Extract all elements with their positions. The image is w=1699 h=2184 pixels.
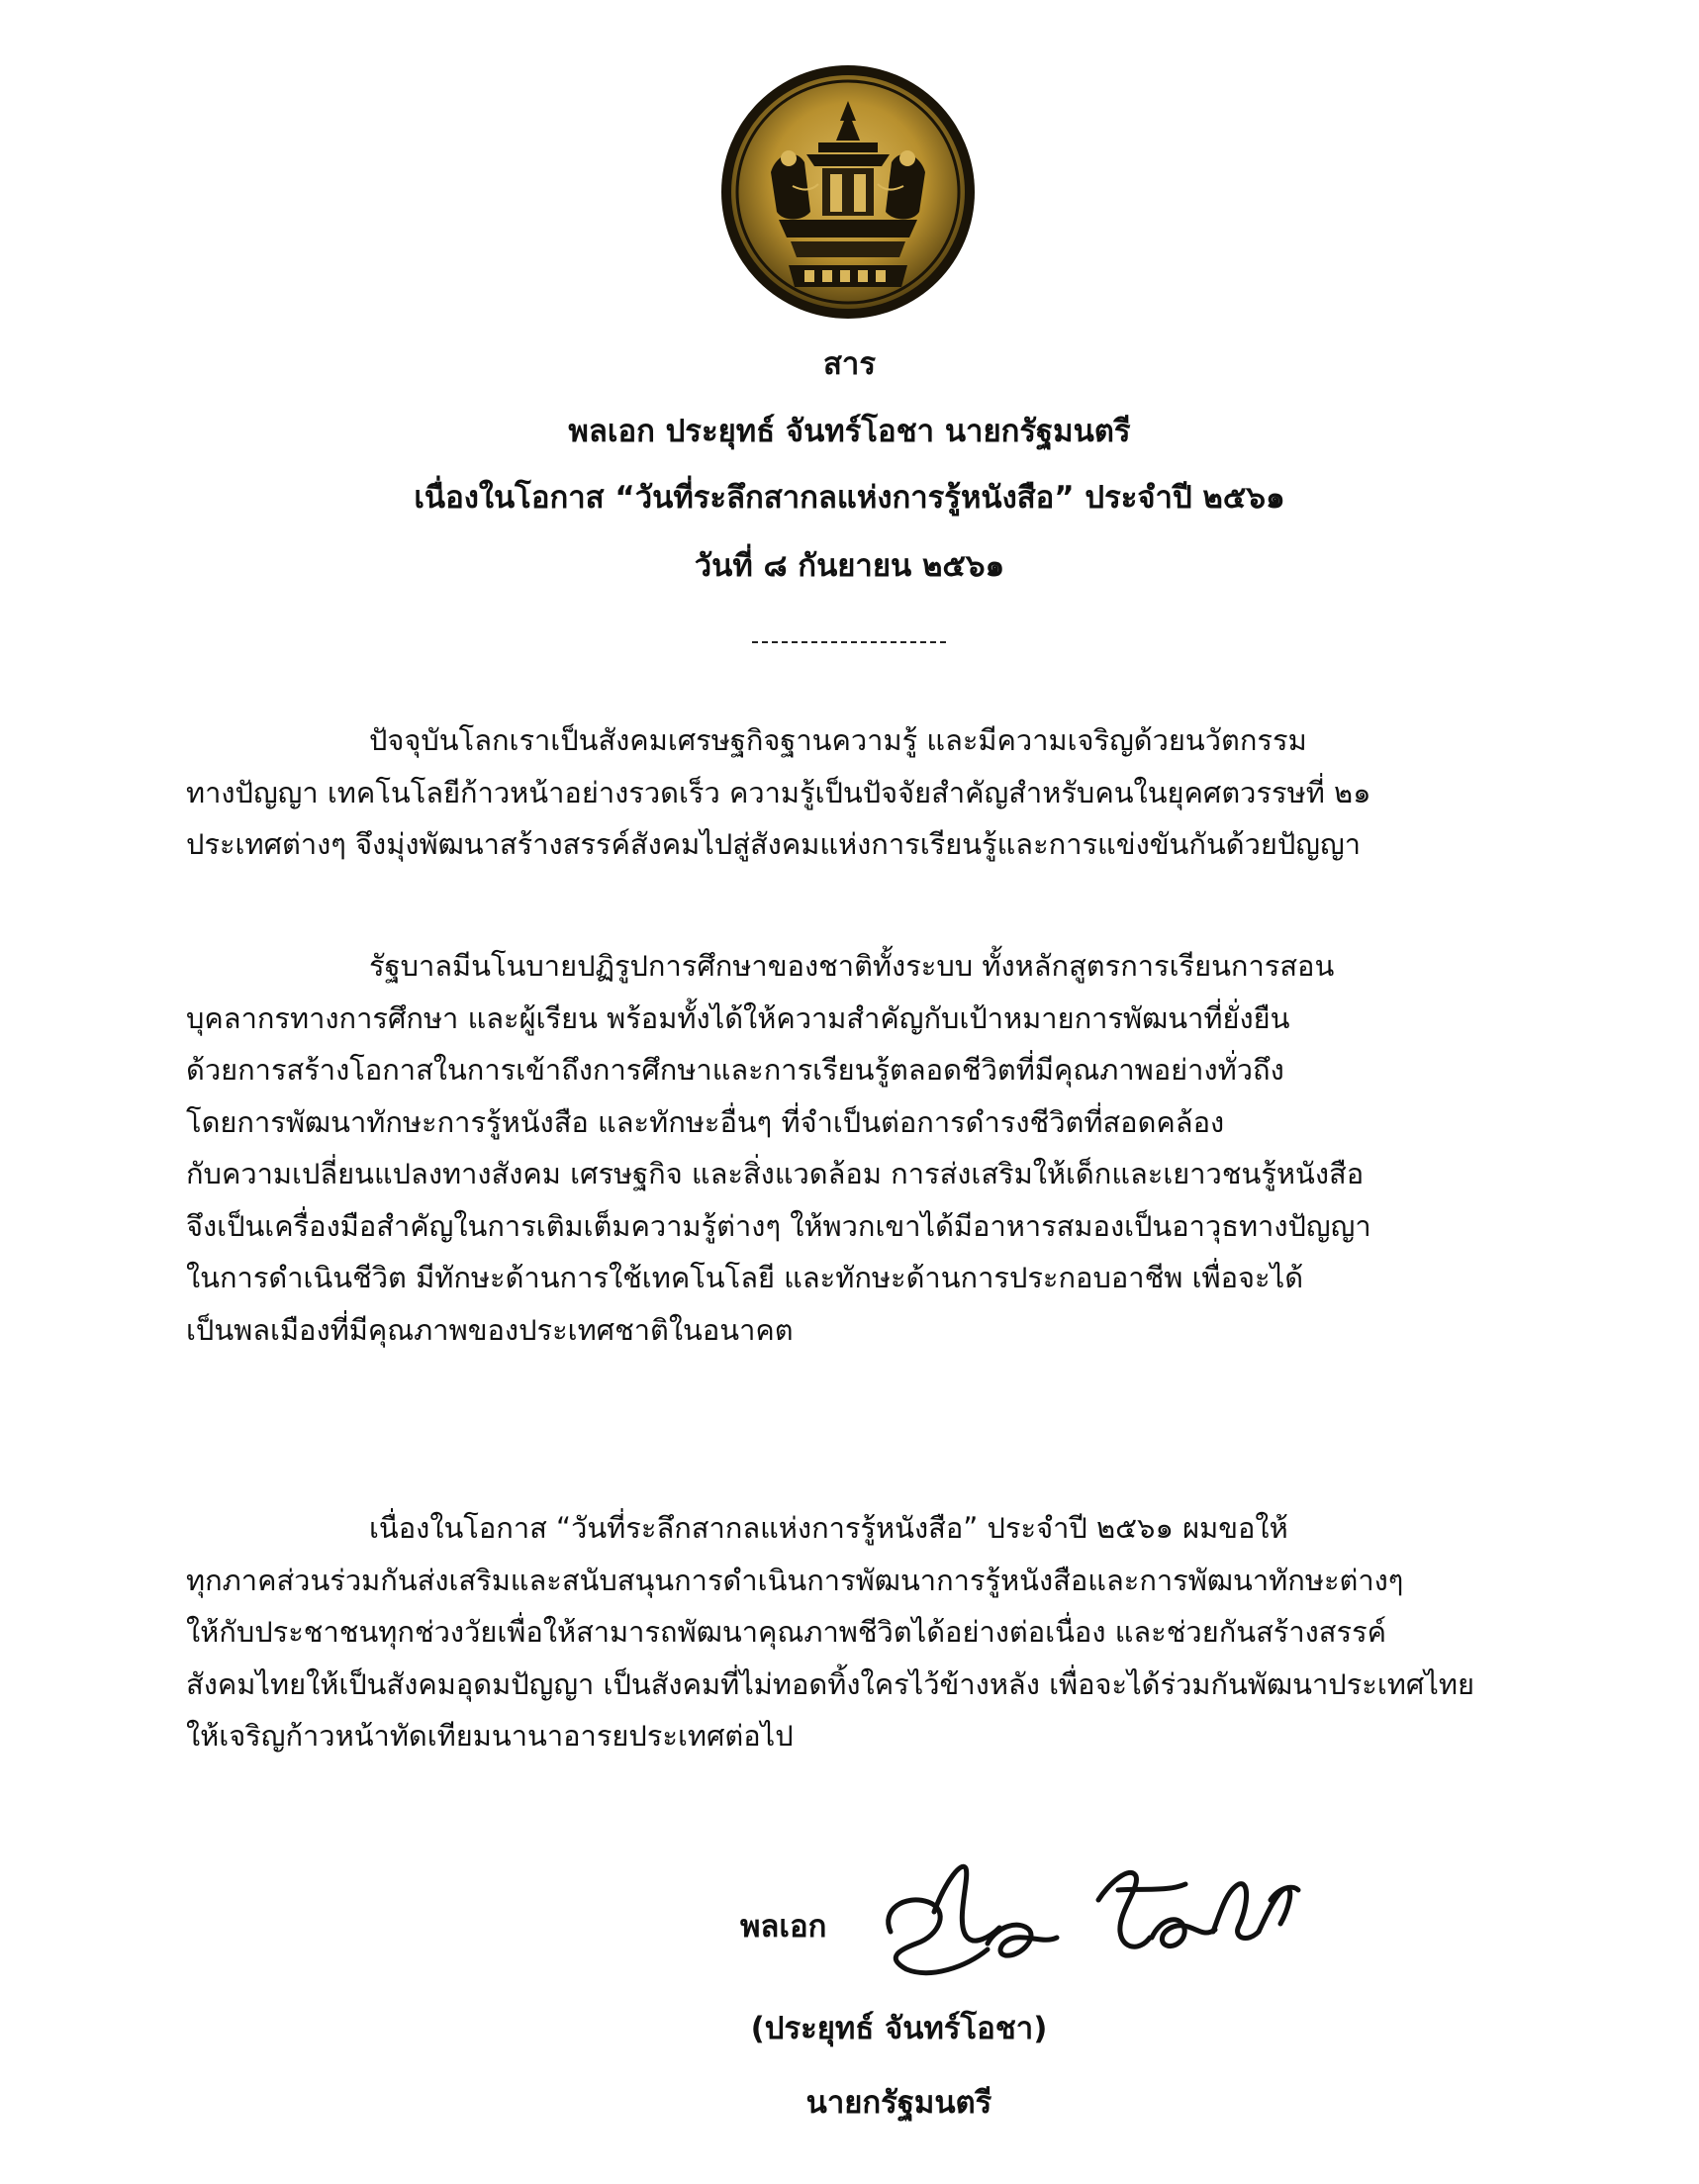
- paragraph-line: จึงเป็นเครื่องมือสำคัญในการเติมเต็มความรู้ต่างๆ ให้พวกเขาได้มีอาหารสมองเป็นอาวุธทางปัญญา: [186, 1208, 1371, 1243]
- paragraph-line: รัฐบาลมีนโนบายปฏิรูปการศึกษาของชาติทั้งระบบ ทั้งหลักสูตรการเรียนการสอน: [369, 949, 1335, 983]
- paragraph-line: สังคมไทยให้เป็นสังคมอุดมปัญญา เป็นสังคมที่ไม่ทอดทิ้งใครไว้ข้างหลัง เพื่อจะได้ร่วมกันพัฒนาประเทศไทย: [186, 1666, 1474, 1701]
- paragraph-line: ประเทศต่างๆ จึงมุ่งพัฒนาสร้างสรรค์สังคมไปสู่สังคมแห่งการเรียนรู้และการแข่งขันกันด้วยปัญญา: [186, 827, 1361, 861]
- paragraph-line: ในการดำเนินชีวิต มีทักษะด้านการใช้เทคโนโลยี และทักษะด้านการประกอบอาชีพ เพื่อจะได้: [186, 1261, 1304, 1294]
- date-line: วันที่ ๘ กันยายน ๒๕๖๑: [694, 548, 1005, 584]
- paragraph-line: ให้กับประชาชนทุกช่วงวัยเพื่อให้สามารถพัฒนาคุณภาพชีวิตได้อย่างต่อเนื่อง และช่วยกันสร้างสรรค์: [186, 1615, 1387, 1649]
- paragraph-line: ด้วยการสร้างโอกาสในการเข้าถึงการศึกษาและการเรียนรู้ตลอดชีวิตที่มีคุณภาพอย่างทั่วถึง: [186, 1053, 1284, 1087]
- paragraph-line: ทุกภาคส่วนร่วมกันส่งเสริมและสนับสนุนการดำเนินการพัฒนาการรู้หนังสือและการพัฒนาทักษะต่างๆ: [186, 1563, 1404, 1597]
- signatory-name: (ประยุทธ์ จันทร์โอชา): [750, 2011, 1048, 2046]
- signatory-title: นายกรัฐมนตรี: [805, 2085, 992, 2121]
- paragraph-line: บุคลากรทางการศึกษา และผู้เรียน พร้อมทั้งได้ให้ความสำคัญกับเป้าหมายการพัฒนาที่ยั่งยืน: [186, 1000, 1290, 1035]
- paragraph-line: ให้เจริญก้าวหน้าทัดเทียมนานาอารยประเทศต่อไป: [186, 1719, 794, 1753]
- occasion-line: เนื่องในโอกาส “วันที่ระลึกสากลแห่งการรู้หนังสือ” ประจำปี ๒๕๖๑: [414, 480, 1285, 516]
- paragraph-line: ปัจจุบันโลกเราเป็นสังคมเศรษฐกิจฐานความรู้ และมีความเจริญด้วยนวัตกรรม: [369, 723, 1307, 757]
- paragraph-1: [186, 714, 1524, 871]
- paragraph-3: [186, 1502, 1524, 1762]
- paragraph-line: โดยการพัฒนาทักษะการรู้หนังสือ และทักษะอื่นๆ ที่จำเป็นต่อการดำรงชีวิตที่สอดคล้อง: [186, 1104, 1225, 1139]
- handwritten-signature-icon: [871, 1841, 1306, 1989]
- paragraph-2: [186, 940, 1524, 1356]
- government-seal-icon: [719, 63, 977, 321]
- header-separator: [752, 641, 946, 643]
- paragraph-line: ทางปัญญา เทคโนโลยีก้าวหน้าอย่างรวดเร็ว ความรู้เป็นปัจจัยสำคัญสำหรับคนในยุคศตวรรษที่ ๒๑: [186, 775, 1371, 809]
- letter-heading: สาร: [823, 346, 876, 382]
- author-line: พลเอก ประยุทธ์ จันทร์โอชา นายกรัฐมนตรี: [568, 414, 1131, 449]
- paragraph-line: เนื่องในโอกาส “วันที่ระลึกสากลแห่งการรู้หนังสือ” ประจำปี ๒๕๖๑ ผมขอให้: [369, 1511, 1288, 1545]
- paragraph-line: กับความเปลี่ยนแปลงทางสังคม เศรษฐกิจ และสิ่งแวดล้อม การส่งเสริมให้เด็กและเยาวชนรู้หนังสือ: [186, 1157, 1365, 1190]
- paragraph-line: เป็นพลเมืองที่มีคุณภาพของประเทศชาติในอนาคต: [186, 1312, 794, 1347]
- signature-rank: พลเอก: [740, 1909, 827, 1945]
